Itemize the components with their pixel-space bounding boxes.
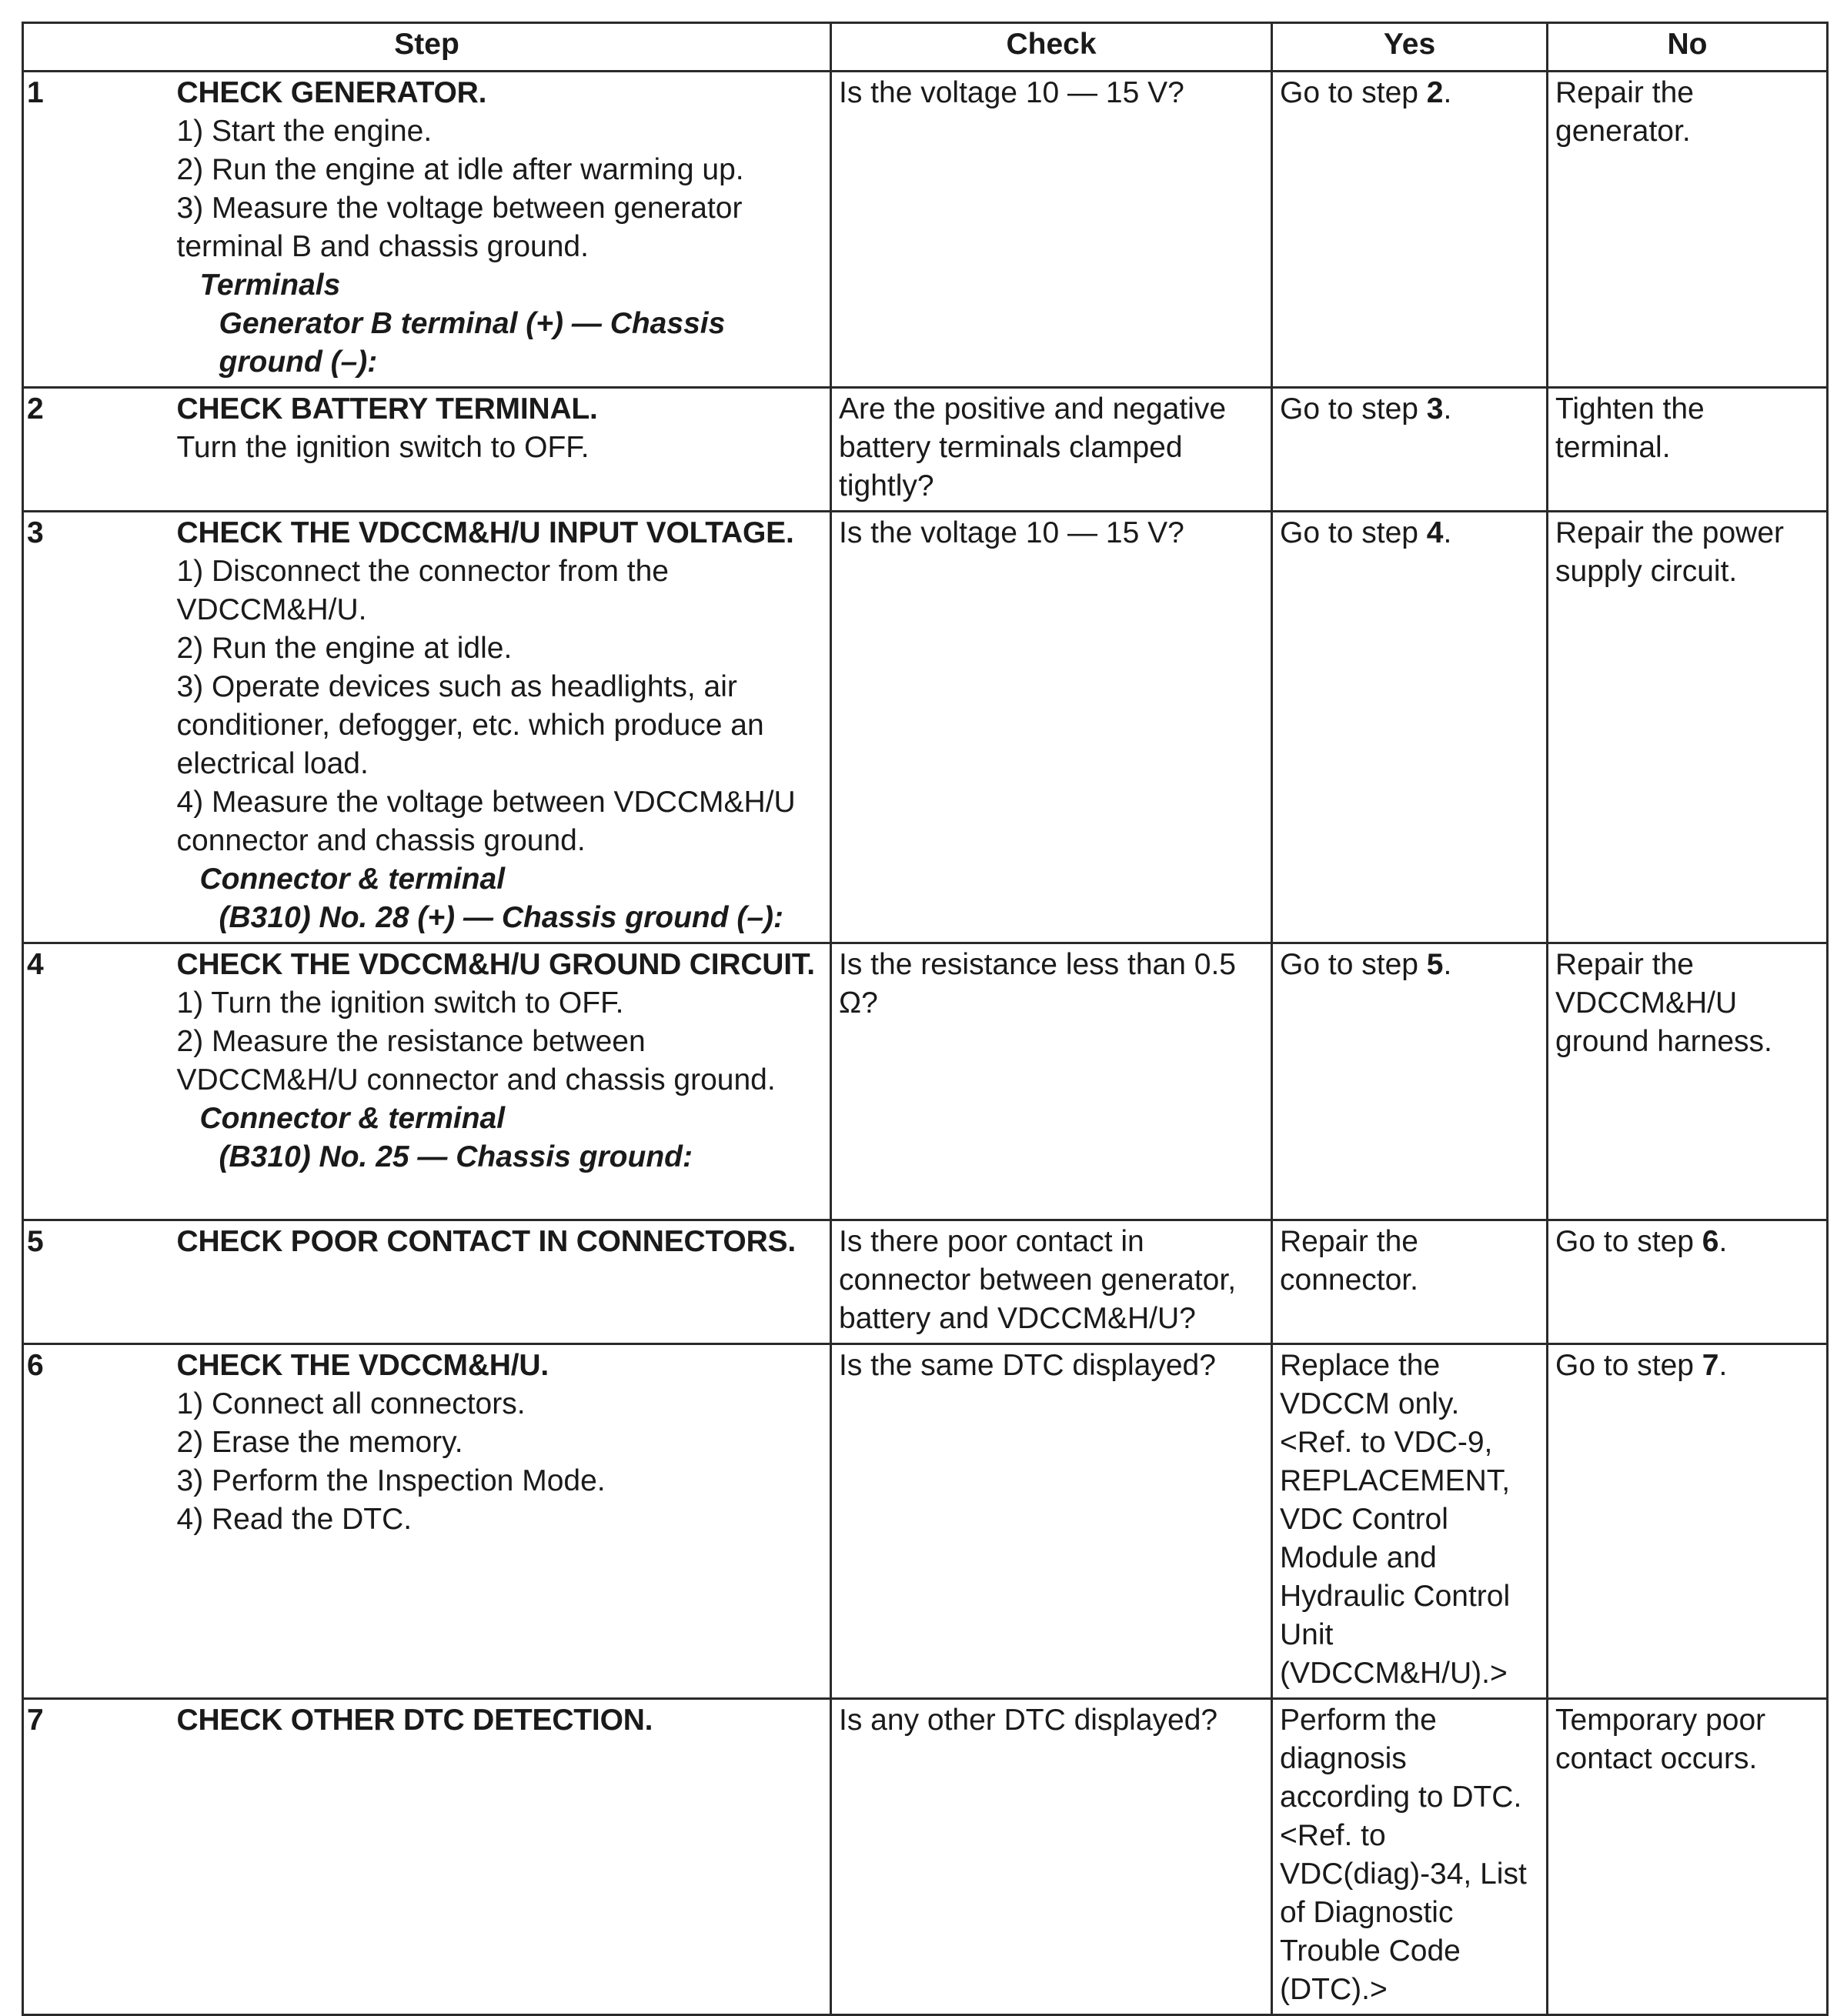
goto-step-number: 6 bbox=[1702, 1225, 1719, 1258]
step-number: 5 bbox=[23, 1220, 177, 1344]
yes-cell bbox=[1272, 388, 1548, 512]
header-check: Check bbox=[831, 23, 1272, 72]
step-instruction: Turn the ignition switch to OFF. bbox=[176, 431, 590, 464]
no-cell: Tighten the terminal. bbox=[1548, 388, 1828, 512]
spec-label: Terminals bbox=[199, 269, 341, 302]
no-text: Go to step bbox=[1555, 1225, 1702, 1258]
step-number: 6 bbox=[23, 1344, 177, 1699]
no-cell: Repair the power supply circuit. bbox=[1548, 512, 1828, 943]
step-description bbox=[177, 1699, 831, 2015]
step-title: CHECK GENERATOR. bbox=[176, 76, 487, 109]
table-row bbox=[23, 1344, 1828, 1699]
header-no: No bbox=[1548, 23, 1828, 72]
table-row bbox=[23, 1699, 1828, 2015]
no-cell: Temporary poor contact occurs. bbox=[1548, 1699, 1828, 2015]
yes-cell: Repair the connector. bbox=[1272, 1220, 1548, 1344]
goto-step-number: 7 bbox=[1702, 1349, 1719, 1382]
check-cell: Is the resistance less than 0.5 Ω? bbox=[831, 943, 1272, 1220]
header-step: Step bbox=[23, 23, 831, 72]
yes-cell bbox=[1272, 72, 1548, 388]
table-row bbox=[23, 72, 1828, 388]
step-title: CHECK THE VDCCM&H/U. bbox=[176, 1349, 549, 1382]
table-row bbox=[23, 1220, 1828, 1344]
no-cell bbox=[1548, 1220, 1828, 1344]
step-title: CHECK THE VDCCM&H/U INPUT VOLTAGE. bbox=[176, 516, 794, 549]
step-title: CHECK BATTERY TERMINAL. bbox=[176, 392, 598, 426]
spec-value: Generator B terminal (+) — Chassis ground (–): bbox=[219, 307, 726, 379]
no-cell: Repair the VDCCM&H/U ground harness. bbox=[1548, 943, 1828, 1220]
step-instruction: 1) Connect all connectors. bbox=[176, 1387, 526, 1420]
check-cell: Is the voltage 10 — 15 V? bbox=[831, 512, 1272, 943]
step-instruction: 2) Run the engine at idle. bbox=[176, 632, 513, 665]
goto-step-number: 4 bbox=[1426, 516, 1444, 549]
check-cell: Is any other DTC displayed? bbox=[831, 1699, 1272, 2015]
yes-cell: Replace the VDCCM only. <Ref. to VDC-9, REPLACEMENT, VDC Control Module and Hydraulic Control Unit (VDCCM&H/U).> bbox=[1272, 1344, 1548, 1699]
yes-text-end: . bbox=[1443, 516, 1452, 549]
step-number: 7 bbox=[23, 1699, 177, 2015]
yes-text: Go to step bbox=[1280, 948, 1427, 981]
yes-text-end: . bbox=[1443, 392, 1452, 426]
step-description bbox=[177, 72, 831, 388]
spec-label: Connector & terminal bbox=[199, 1102, 506, 1135]
header-row bbox=[23, 23, 1828, 72]
step-instruction: 1) Turn the ignition switch to OFF. bbox=[176, 986, 624, 1020]
spec-value: (B310) No. 28 (+) — Chassis ground (–): bbox=[219, 901, 784, 934]
check-cell: Are the positive and negative battery terminals clamped tightly? bbox=[831, 388, 1272, 512]
step-instruction: 3) Perform the Inspection Mode. bbox=[176, 1464, 606, 1497]
table-row bbox=[23, 943, 1828, 1220]
diagnostic-table bbox=[22, 22, 1829, 2016]
step-instruction: 2) Measure the resistance between VDCCM&H/U connector and chassis ground. bbox=[176, 1025, 776, 1096]
step-instruction: 4) Read the DTC. bbox=[176, 1503, 412, 1536]
step-instruction: 4) Measure the voltage between VDCCM&H/U connector and chassis ground. bbox=[176, 786, 796, 857]
step-number: 4 bbox=[23, 943, 177, 1220]
step-title: CHECK POOR CONTACT IN CONNECTORS. bbox=[176, 1225, 796, 1258]
no-cell: Repair the generator. bbox=[1548, 72, 1828, 388]
goto-step-number: 5 bbox=[1426, 948, 1444, 981]
check-cell: Is the voltage 10 — 15 V? bbox=[831, 72, 1272, 388]
yes-text: Go to step bbox=[1280, 516, 1427, 549]
yes-text: Go to step bbox=[1280, 392, 1427, 426]
yes-text-end: . bbox=[1443, 76, 1452, 109]
goto-step-number: 2 bbox=[1426, 76, 1444, 109]
yes-cell: Perform the diagnosis according to DTC. <Ref. to VDC(diag)-34, List of Diagnostic Trouble Code (DTC).> bbox=[1272, 1699, 1548, 2015]
table-row bbox=[23, 388, 1828, 512]
no-text-end: . bbox=[1718, 1225, 1728, 1258]
step-instruction: 2) Run the engine at idle after warming up. bbox=[176, 153, 744, 186]
table-row bbox=[23, 512, 1828, 943]
step-title: CHECK THE VDCCM&H/U GROUND CIRCUIT. bbox=[176, 948, 815, 981]
step-instruction: 3) Operate devices such as headlights, air conditioner, defogger, etc. which produce an electrical load. bbox=[176, 670, 764, 780]
step-instruction: 3) Measure the voltage between generator terminal B and chassis ground. bbox=[176, 192, 743, 263]
step-description bbox=[177, 512, 831, 943]
header-yes: Yes bbox=[1272, 23, 1548, 72]
check-cell: Is there poor contact in connector between generator, battery and VDCCM&H/U? bbox=[831, 1220, 1272, 1344]
goto-step-number: 3 bbox=[1426, 392, 1444, 426]
yes-cell bbox=[1272, 943, 1548, 1220]
step-instruction: 2) Erase the memory. bbox=[176, 1426, 463, 1459]
yes-cell bbox=[1272, 512, 1548, 943]
yes-text-end: . bbox=[1443, 948, 1452, 981]
step-number: 2 bbox=[23, 388, 177, 512]
yes-text: Go to step bbox=[1280, 76, 1427, 109]
check-cell: Is the same DTC displayed? bbox=[831, 1344, 1272, 1699]
step-description bbox=[177, 1344, 831, 1699]
step-title: CHECK OTHER DTC DETECTION. bbox=[176, 1704, 653, 1737]
step-number: 1 bbox=[23, 72, 177, 388]
no-text-end: . bbox=[1718, 1349, 1728, 1382]
no-cell bbox=[1548, 1344, 1828, 1699]
spec-value: (B310) No. 25 — Chassis ground: bbox=[219, 1140, 693, 1173]
spec-label: Connector & terminal bbox=[199, 863, 506, 896]
step-instruction: 1) Disconnect the connector from the VDCCM&H/U. bbox=[176, 555, 669, 626]
no-text: Go to step bbox=[1555, 1349, 1702, 1382]
step-description bbox=[177, 388, 831, 512]
step-description bbox=[177, 1220, 831, 1344]
step-description bbox=[177, 943, 831, 1220]
step-instruction: 1) Start the engine. bbox=[176, 115, 433, 148]
step-number: 3 bbox=[23, 512, 177, 943]
